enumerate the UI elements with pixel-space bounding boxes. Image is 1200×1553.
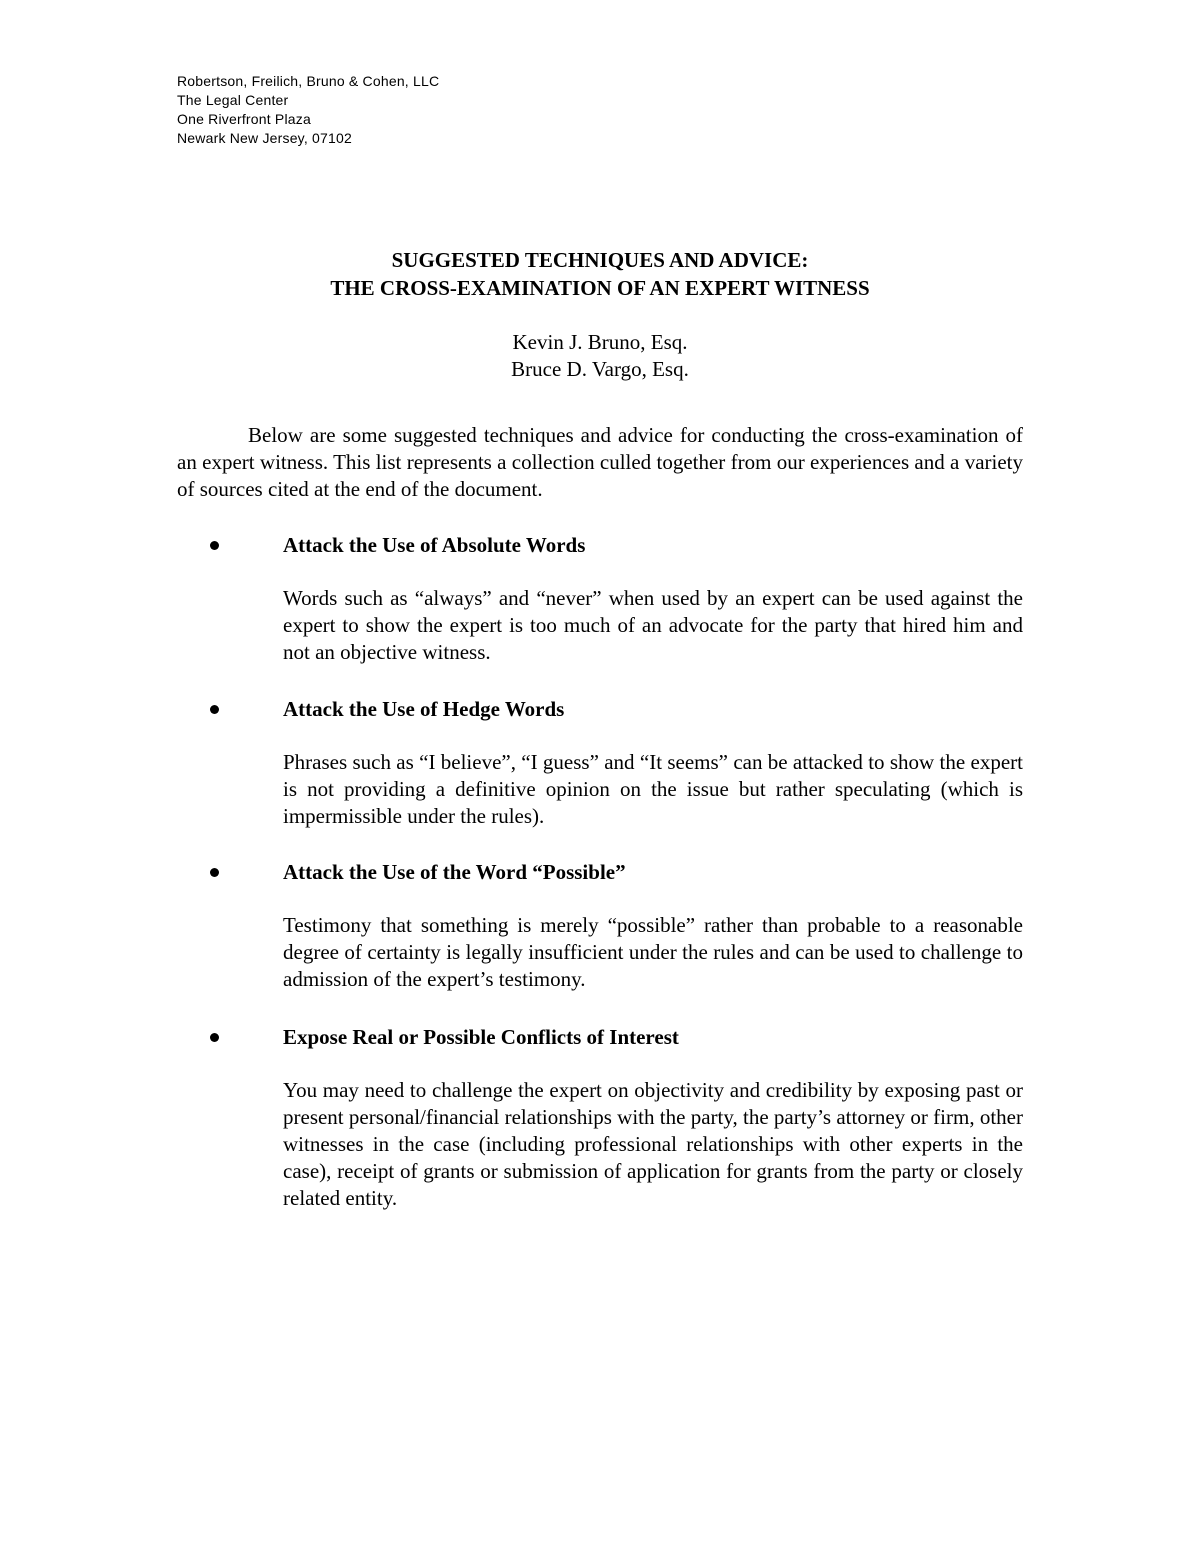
title-line-2: THE CROSS-EXAMINATION OF AN EXPERT WITNESS [330, 276, 870, 300]
document-title [0, 246, 1200, 302]
item-heading: Attack the Use of Absolute Words [283, 533, 586, 557]
authors [0, 329, 1200, 383]
item-body: Phrases such as “I believe”, “I guess” and “It seems” can be attacked to show the expert is not providing a definitive opinion on the issue but rather speculating (which is impermissible under the rules). [283, 750, 1023, 828]
item-heading: Expose Real or Possible Conflicts of Interest [283, 1025, 679, 1049]
item-body: You may need to challenge the expert on objectivity and credibility by exposing past or present personal/financial relationships with the party, the party’s attorney or firm, other witnesses in the case (including professional relationships with other experts in the case), receipt of grants or submission of application for grants from the party or closely related entity. [283, 1078, 1023, 1210]
item-body: Testimony that something is merely “possible” rather than probable to a reasonable degree of certainty is legally insufficient under the rules and can be used to challenge to admission of the expert’s testimony. [283, 913, 1023, 991]
item-heading: Attack the Use of the Word “Possible” [283, 860, 626, 884]
firm-name: Robertson, Freilich, Bruno & Cohen, LLC [177, 73, 440, 89]
title-line-1: SUGGESTED TECHNIQUES AND ADVICE: [391, 248, 809, 272]
item-body: Words such as “always” and “never” when used by an expert can be used against the expert to show the expert is too much of an advocate for the party that hired him and not an objective witness. [283, 586, 1023, 664]
letterhead [177, 72, 439, 148]
bullet-icon [210, 541, 219, 550]
author-2: Bruce D. Vargo, Esq. [511, 357, 689, 381]
street-address: One Riverfront Plaza [177, 111, 311, 127]
bullet-icon [210, 1033, 219, 1042]
author-1: Kevin J. Bruno, Esq. [512, 330, 688, 354]
item-heading: Attack the Use of Hedge Words [283, 697, 565, 721]
intro-paragraph: Below are some suggested techniques and advice for conducting the cross-examination of an expert witness. This list represents a collection culled together from our experiences and a variety of sources cited at the end of the document. [177, 423, 1023, 501]
bullet-icon [210, 868, 219, 877]
building-name: The Legal Center [177, 92, 289, 108]
city-address: Newark New Jersey, 07102 [177, 130, 352, 146]
bullet-icon [210, 705, 219, 714]
